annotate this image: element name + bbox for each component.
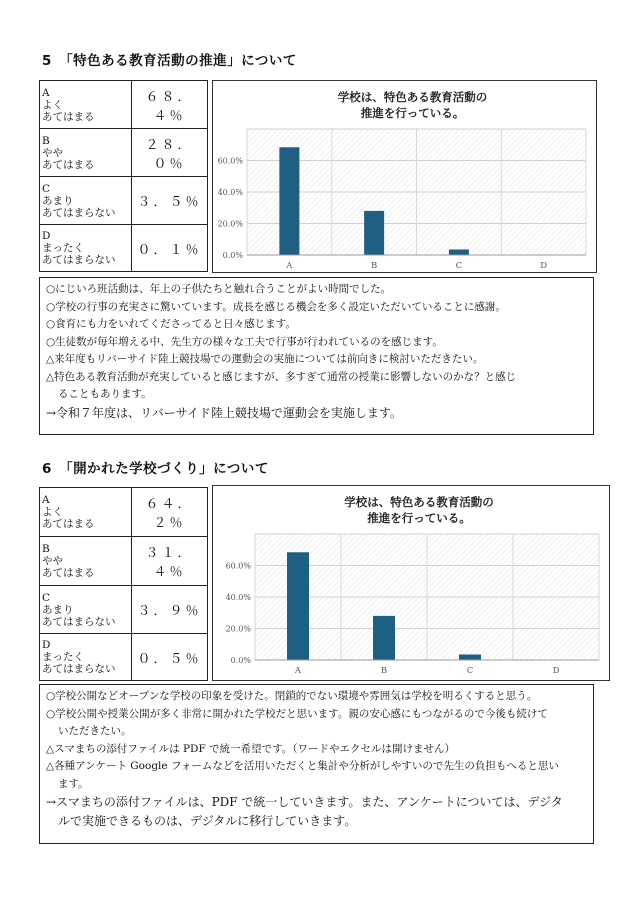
- answer-percent: ６４．２％: [132, 488, 208, 537]
- bar-B: [364, 211, 384, 255]
- x-tick-label: A: [294, 666, 302, 676]
- answer-percent: ０．５％: [132, 634, 208, 681]
- y-tick-label: 40.0%: [225, 593, 251, 602]
- y-tick-label: 60.0%: [217, 156, 243, 166]
- x-tick-label: D: [552, 666, 560, 676]
- y-tick-label: 60.0%: [225, 561, 251, 571]
- school-response: →スマまちの添付ファイルは、PDF で統一していきます。また、アンケートについては、デジタ: [46, 795, 563, 809]
- results-table-6: [39, 487, 208, 681]
- comment-line: いただきたい。: [58, 725, 132, 737]
- comment-line: ○食育にも力をいれてくださってると日々感じます。: [46, 318, 296, 330]
- bar-A: [279, 147, 299, 255]
- x-tick-label: D: [540, 261, 548, 271]
- chart-title: 学校は、特色ある教育活動の: [344, 495, 494, 509]
- comments-box-5: [39, 277, 594, 435]
- answer-label: A よく あてはまる: [40, 81, 132, 129]
- answer-percent: ３．９％: [132, 586, 208, 634]
- y-tick-label: 20.0%: [225, 624, 251, 634]
- answer-label: D まったく あてはまらない: [40, 634, 132, 681]
- table-row: [40, 537, 208, 586]
- table-row: [40, 586, 208, 634]
- y-tick-label: 0.0%: [222, 251, 243, 260]
- comment-line: ○生徒数が毎年増える中、先生方の様々な工夫で行事が行われているのを感じます。: [46, 335, 443, 348]
- answer-label: C あまり あてはまらない: [40, 177, 132, 225]
- comment-line: △スマまちの添付ファイルは PDF で統一希望です。（ワードやエクセルは開けません）: [46, 742, 456, 755]
- results-table-5: [39, 80, 208, 272]
- bar-chart-svg: [213, 81, 596, 272]
- comment-line: ます。: [58, 777, 89, 790]
- answer-label: C あまり あてはまらない: [40, 586, 132, 634]
- bar-C: [459, 654, 481, 660]
- section-5-heading: 5 「特色ある教育活動の推進」について: [42, 53, 297, 69]
- x-tick-label: C: [455, 261, 463, 271]
- y-tick-label: 40.0%: [217, 188, 243, 197]
- comment-line: △特色ある教育活動が充実していると感じますが、多すぎて通常の授業に影響しないのかな？と感じ: [46, 370, 517, 383]
- chart-title: 推進を行っている。: [360, 106, 465, 120]
- comment-line: ○学校公開や授業公開が多く非常に開かれた学校だと思います。親の安心感にもつながるので今後も続けて: [46, 707, 548, 720]
- table-row: [40, 129, 208, 177]
- x-tick-label: C: [466, 666, 474, 676]
- comment-line: ○学校公開などオープンな学校の印象を受けた。閉鎖的でない環境や雰囲気は学校を明るくすると思う。: [46, 690, 538, 702]
- comment-line: △来年度もリバーサイド陸上競技場での運動会の実施については前向きに検討いただきたい。: [46, 353, 484, 365]
- bar-B: [373, 616, 395, 660]
- answer-percent: ６８．４％: [132, 81, 208, 129]
- table-row: [40, 81, 208, 129]
- answer-percent: ０．１％: [132, 225, 208, 272]
- table-row: [40, 177, 208, 225]
- x-tick-label: A: [286, 261, 293, 271]
- answer-percent: ３．５％: [132, 177, 208, 225]
- comment-line: △各種アンケート Google フォームなどを活用いただくと集計や分析がしやすいので先生の負担もへると思い: [46, 760, 559, 772]
- table-row: [40, 488, 208, 537]
- x-tick-label: B: [380, 666, 388, 676]
- chart-title: 学校は、特色ある教育活動の: [337, 90, 488, 104]
- bar-A: [287, 552, 309, 660]
- comment-line: ることもあります。: [58, 388, 152, 400]
- answer-label: A よく あてはまる: [40, 488, 132, 537]
- chart-title: 推進を行っている。: [367, 511, 471, 525]
- answer-label: B やや あてはまる: [40, 537, 132, 586]
- chart-5: [212, 80, 597, 273]
- table-row: [40, 634, 208, 681]
- school-response: →令和７年度は、リバーサイド陸上競技場で運動会を実施します。: [46, 405, 402, 420]
- table-row: [40, 225, 208, 272]
- x-tick-label: B: [371, 261, 378, 271]
- answer-label: B やや あてはまる: [40, 129, 132, 177]
- comment-line: ○学校の行事の充実さに驚いています。成長を感じる機会を多く設定いただいていることに感謝。: [46, 300, 506, 313]
- chart-6: [212, 485, 610, 681]
- section-6-heading: 6 「開かれた学校づくり」について: [42, 461, 269, 477]
- y-tick-label: 20.0%: [217, 219, 243, 229]
- answer-percent: ３１．４％: [132, 537, 208, 586]
- bar-C: [449, 249, 469, 255]
- comments-box-6: [39, 684, 594, 844]
- answer-percent: ２８．０％: [132, 129, 208, 177]
- y-tick-label: 0.0%: [230, 656, 251, 665]
- answer-label: D まったく あてはまらない: [40, 225, 132, 272]
- school-response: ルで実施できるものは、デジタルに移行していきます。: [58, 814, 357, 828]
- bar-chart-svg: [213, 486, 609, 680]
- comment-line: ○にじいろ班活動は、年上の子供たちと触れ合うことがよい時間でした。: [46, 283, 392, 295]
